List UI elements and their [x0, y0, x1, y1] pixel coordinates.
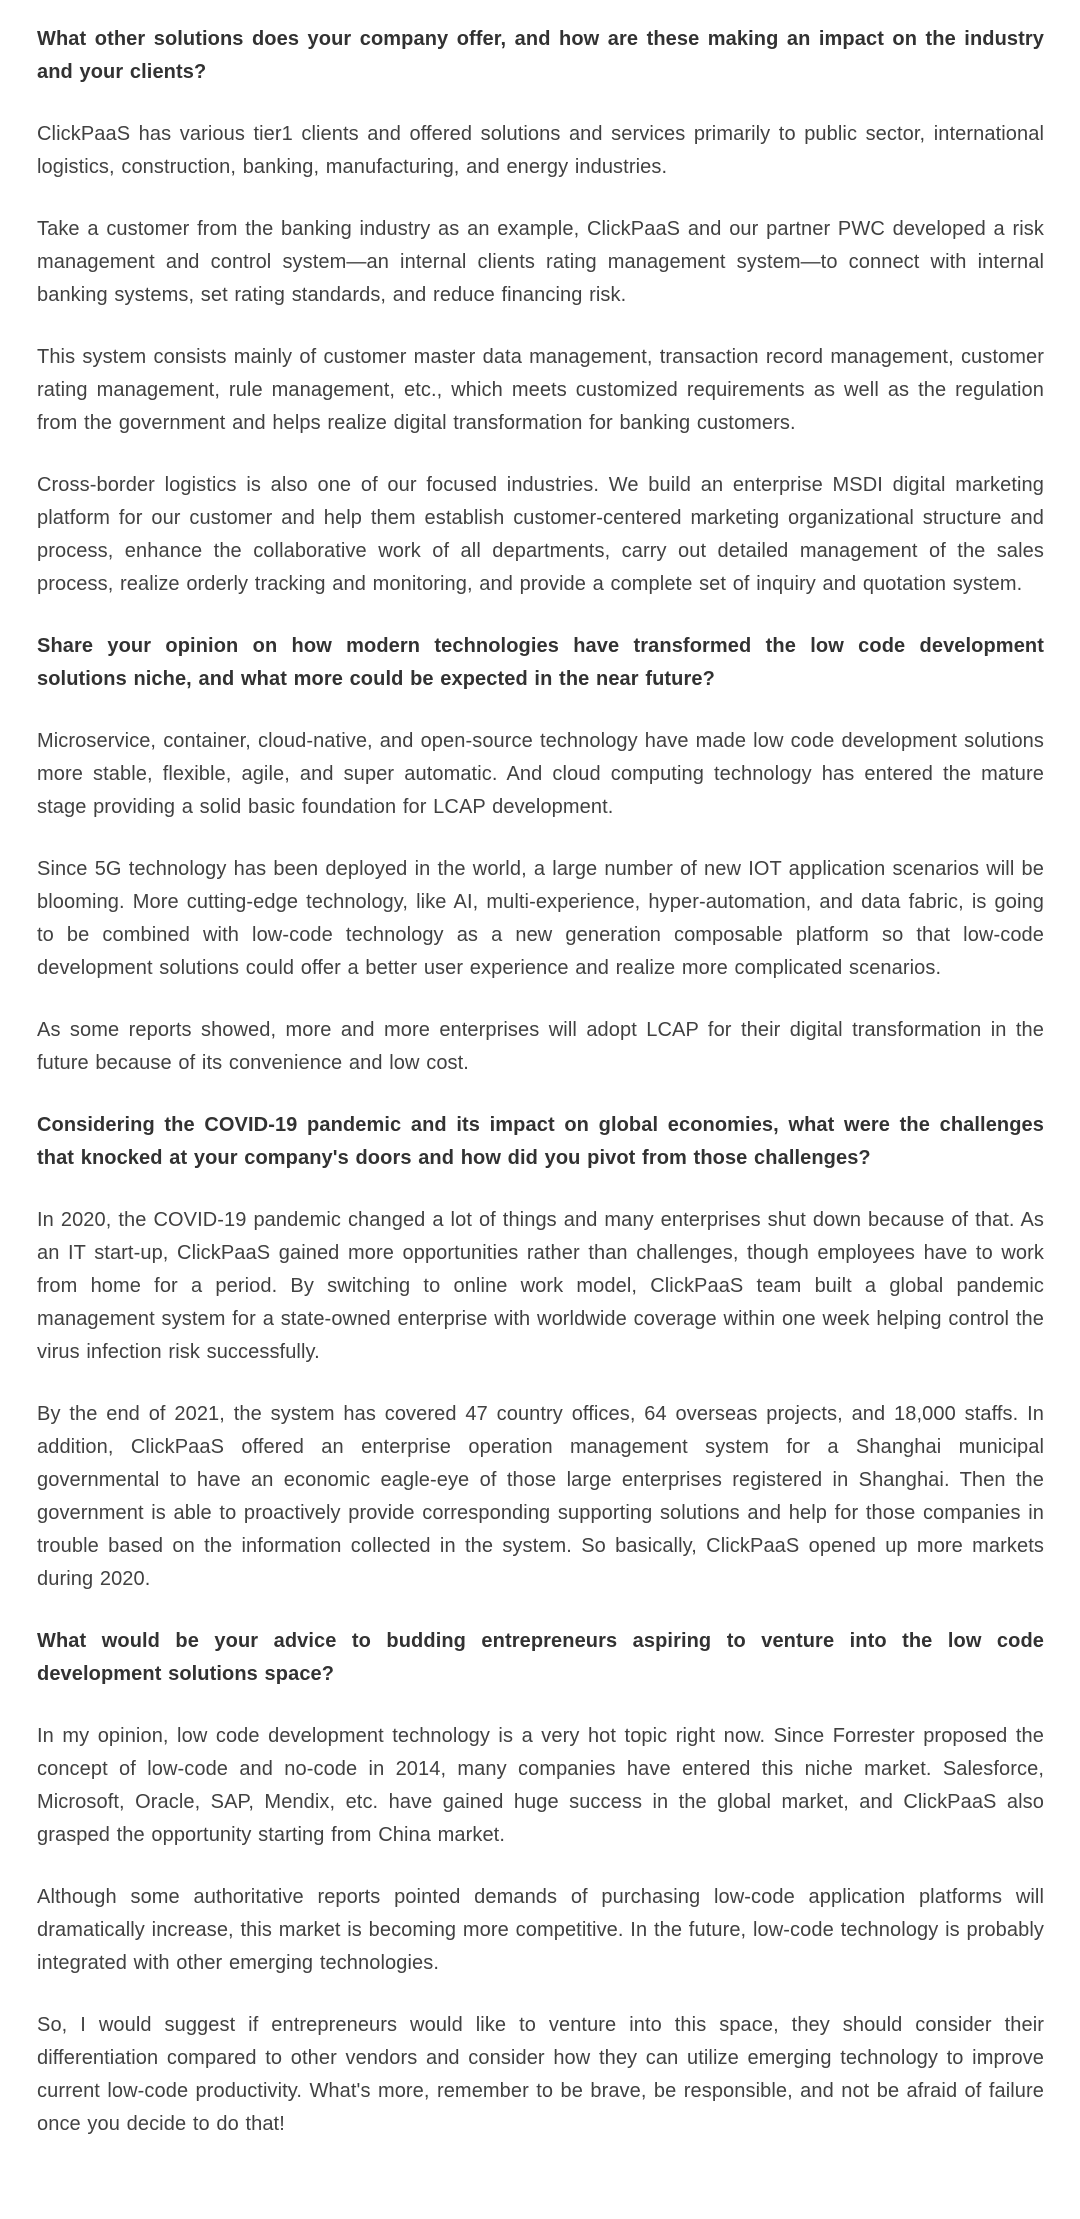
answer-paragraph: By the end of 2021, the system has covered 47 country offices, 64 overseas projects, and 18,000 staffs. In addition, ClickPaaS offered an enterprise operation management system for a Shanghai municipal governmental to have an economic eagle-eye of those large enterprises registered in Shanghai. Then the government is able to proactively provide corresponding supporting solutions and help for those companies in trouble based on the information collected in the system. So basically, ClickPaaS opened up more markets during 2020.	[37, 1403, 1044, 1590]
answer-paragraph: Cross-border logistics is also one of our focused industries. We build an enterprise MSDI digital marketing platform for our customer and help them establish customer-centered marketing organizational structure and process, enhance the collaborative work of all departments, carry out detailed management of the sales process, realize orderly tracking and monitoring, and provide a complete set of inquiry and quotation system.	[37, 474, 1044, 595]
answer-paragraph: So, I would suggest if entrepreneurs would like to venture into this space, they should consider their differentiation compared to other vendors and consider how they can utilize emerging technology to improve current low-code productivity. What's more, remember to be brave, be responsible, and not be afraid of failure once you decide to do that!	[37, 2014, 1044, 2135]
question-heading: Share your opinion on how modern technologies have transformed the low code development solutions niche, and what more could be expected in the near future?	[37, 635, 1044, 690]
answer-paragraph: Although some authoritative reports pointed demands of purchasing low-code application platforms will dramatically increase, this market is becoming more competitive. In the future, low-code technology is probably integrated with other emerging technologies.	[37, 1886, 1044, 1974]
answer-paragraph: As some reports showed, more and more enterprises will adopt LCAP for their digital transformation in the future because of its convenience and low cost.	[37, 1019, 1044, 1074]
question-heading: What other solutions does your company offer, and how are these making an impact on the industry and your clients?	[37, 28, 1044, 83]
answer-paragraph: In my opinion, low code development technology is a very hot topic right now. Since Forrester proposed the concept of low-code and no-code in 2014, many companies have entered this niche market. Salesforce, Microsoft, Oracle, SAP, Mendix, etc. have gained huge success in the global market, and ClickPaaS also grasped the opportunity starting from China market.	[37, 1725, 1044, 1846]
question-heading: Considering the COVID-19 pandemic and its impact on global economies, what were the challenges that knocked at your company's doors and how did you pivot from those challenges?	[37, 1114, 1044, 1169]
answer-paragraph: Microservice, container, cloud-native, and open-source technology have made low code development solutions more stable, flexible, agile, and super automatic. And cloud computing technology has entered the mature stage providing a solid basic foundation for LCAP development.	[37, 730, 1044, 818]
answer-paragraph: Take a customer from the banking industry as an example, ClickPaaS and our partner PWC developed a risk management and control system—an internal clients rating management system—to connect with internal banking systems, set rating standards, and reduce financing risk.	[37, 218, 1044, 306]
answer-paragraph: This system consists mainly of customer master data management, transaction record management, customer rating management, rule management, etc., which meets customized requirements as well as the regulation from the government and helps realize digital transformation for banking customers.	[37, 346, 1044, 434]
answer-paragraph: ClickPaaS has various tier1 clients and offered solutions and services primarily to public sector, international logistics, construction, banking, manufacturing, and energy industries.	[37, 123, 1044, 178]
answer-paragraph: Since 5G technology has been deployed in the world, a large number of new IOT application scenarios will be blooming. More cutting-edge technology, like AI, multi-experience, hyper-automation, and data fabric, is going to be combined with low-code technology as a new generation composable platform so that low-code development solutions could offer a better user experience and realize more complicated scenarios.	[37, 858, 1044, 979]
answer-paragraph: In 2020, the COVID-19 pandemic changed a lot of things and many enterprises shut down because of that. As an IT start-up, ClickPaaS gained more opportunities rather than challenges, though employees have to work from home for a period. By switching to online work model, ClickPaaS team built a global pandemic management system for a state-owned enterprise with worldwide coverage within one week helping control the virus infection risk successfully.	[37, 1209, 1044, 1363]
question-heading: What would be your advice to budding entrepreneurs aspiring to venture into the low code development solutions space?	[37, 1630, 1044, 1685]
